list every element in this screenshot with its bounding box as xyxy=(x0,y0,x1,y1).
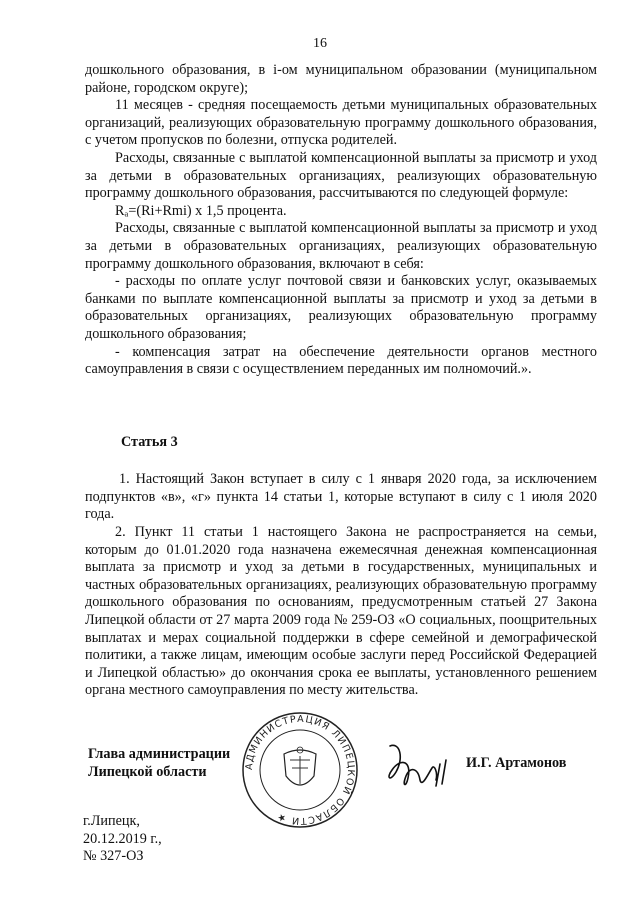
list-item: - расходы по оплате услуг почтовой связи и банковских услуг, оказываемых банками по выплате компенсационной выплаты за присмотр и уход за детьми в образовательных организациях, реализующих образовательную программу дошкольного образования; xyxy=(85,273,597,342)
paragraph: 11 месяцев - средняя посещаемость детьми муниципальных образовательных организаций, реализующих образовательную программу дошкольного образования, с учетом пропусков по болезни, отпуска родителей. xyxy=(85,97,597,149)
official-seal xyxy=(240,710,360,830)
paragraph: Расходы, связанные с выплатой компенсационной выплаты за присмотр и уход за детьми в образовательных организациях, реализующих образовательную программу дошкольного образования, рассчитываются по следующей формуле: xyxy=(85,149,597,202)
city: г.Липецк, xyxy=(83,813,140,829)
signatory-title xyxy=(88,745,230,781)
law-number: № 327-ОЗ xyxy=(83,848,144,864)
paragraph: Расходы, связанные с выплатой компенсационной выплаты за присмотр и уход за детьми в образовательных организациях, реализующих образовательную программу дошкольного образования, включают в себя: xyxy=(85,220,597,272)
list-item: - компенсация затрат на обеспечение деятельности органов местного самоуправления в связи с осуществлением переданных им полномочий.». xyxy=(85,343,597,378)
article-paragraph: 1. Настоящий Закон вступает в силу с 1 января 2020 года, за исключением подпунктов «в», «г» пункта 14 статьи 1, которые вступают в силу с 1 июля 2020 года. xyxy=(85,471,597,523)
formula: Rₐ=(Ri+Rmi) x 1,5 процента. xyxy=(115,202,287,219)
document-body xyxy=(85,62,597,700)
signatory-title-line: Липецкой области xyxy=(88,764,207,780)
paragraph: дошкольного образования, в i-ом муниципальном образовании (муниципальном районе, городском округе); xyxy=(85,62,597,96)
place-date-number xyxy=(83,813,162,866)
page-number: 16 xyxy=(313,36,327,51)
date: 20.12.2019 г., xyxy=(83,830,162,847)
article-heading: Статья 3 xyxy=(121,433,178,450)
signatory-title-line: Глава администрации xyxy=(88,746,231,762)
handwritten-signature xyxy=(378,738,458,798)
svg-text:АДМИНИСТРАЦИЯ ЛИПЕЦКОЙ ОБЛАСТИ: АДМИНИСТРАЦИЯ ЛИПЕЦКОЙ ОБЛАСТИ ★ xyxy=(243,713,357,827)
article-paragraph: 2. Пункт 11 статьи 1 настоящего Закона не распространяется на семьи, которым до 01.01.2020 года назначена ежемесячная денежная компенсационная выплата за присмотр и уход за детьми в государственных, муниципальных и частных образовательных организациях, реализующих образовательную программу дошкольного образования по основаниям, предусмотренным статьей 27 Закона Липецкой области от 27 марта 2009 года № 259-ОЗ «О социальных, поощрительных выплатах и мерах социальной поддержки в сфере семейной и демографической политики, а также лицам, имеющим особые заслуги перед Российской Федерацией и Липецкой областью» до окончания срока ее выплаты, установленного решением органа местного самоуправления по месту жительства. xyxy=(85,524,597,699)
signatory-name: И.Г. Артамонов xyxy=(466,755,567,771)
